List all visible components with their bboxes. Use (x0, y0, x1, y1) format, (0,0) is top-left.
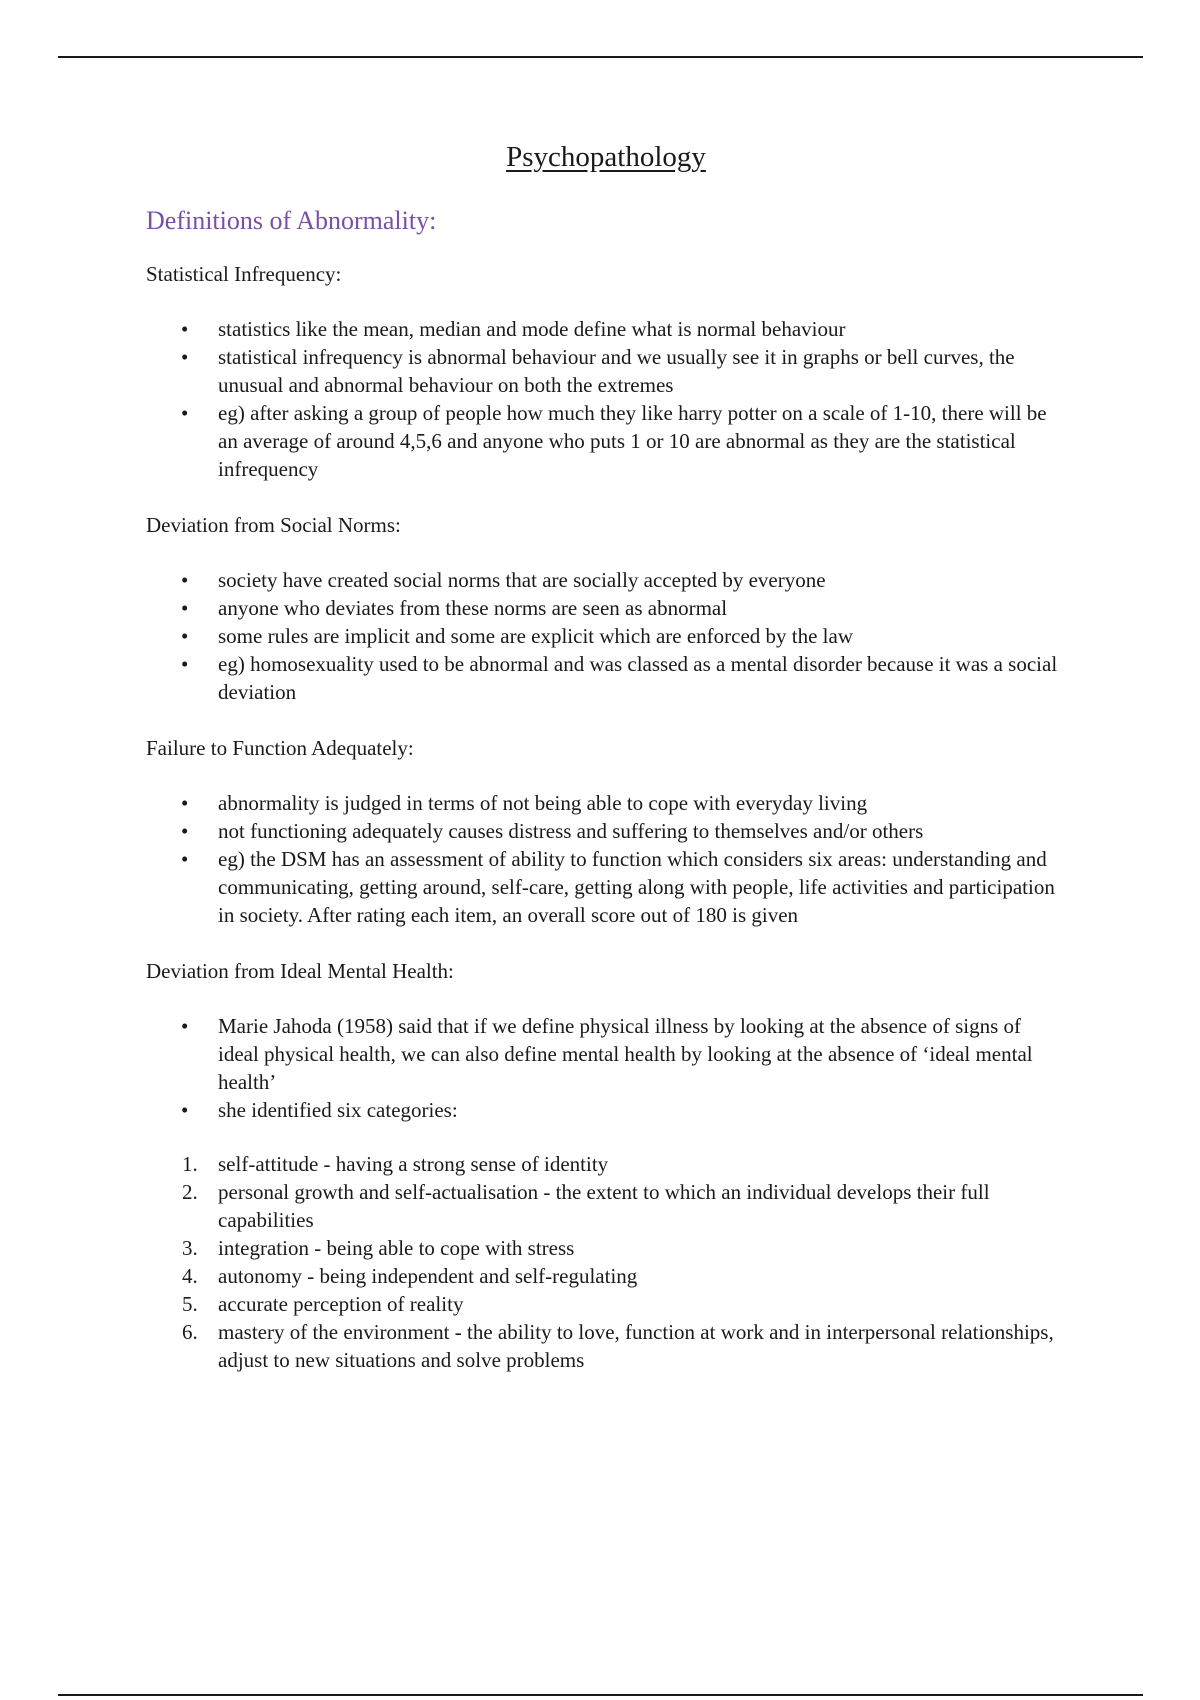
list-item-text: eg) the DSM has an assessment of ability to function which considers six areas: understanding and communicating, getting around, self-care, getting along with people, life activities and participation in society. After rating each item, an overall score out of 180 is given (218, 846, 1055, 927)
section-heading: Definitions of Abnormality: (146, 205, 437, 235)
numbered-item (146, 1262, 1066, 1290)
list-item-text: eg) homosexuality used to be abnormal and was classed as a mental disorder because it was a social deviation (218, 651, 1058, 704)
bullet-list (146, 1012, 1066, 1124)
list-item-text: not functioning adequately causes distress and suffering to themselves and/or others (218, 818, 924, 843)
bullet-icon: • (181, 818, 189, 843)
list-item (146, 622, 1066, 650)
numbered-item (146, 1318, 1066, 1374)
bullet-icon: • (181, 623, 189, 648)
list-item-text: she identified six categories: (218, 1097, 458, 1122)
numbered-item (146, 1290, 1066, 1318)
document-page (146, 140, 1066, 1402)
list-item (146, 594, 1066, 622)
list-item (146, 343, 1066, 399)
subsection-heading: Deviation from Social Norms: (146, 512, 401, 537)
item-number: 5. (182, 1291, 198, 1316)
list-item (146, 566, 1066, 594)
bullet-icon: • (181, 790, 189, 815)
bullet-icon: • (181, 316, 189, 341)
numbered-item-text: accurate perception of reality (218, 1291, 464, 1316)
list-item-text: anyone who deviates from these norms are seen as abnormal (218, 595, 728, 620)
bullet-icon: • (181, 595, 189, 620)
subsection-heading: Failure to Function Adequately: (146, 735, 414, 760)
bullet-list (146, 789, 1066, 929)
subsection-heading: Deviation from Ideal Mental Health: (146, 958, 454, 983)
numbered-item (146, 1150, 1066, 1178)
numbered-item-text: mastery of the environment - the ability to love, function at work and in interpersonal relationships, adjust to new situations and solve problems (218, 1319, 1054, 1372)
bullet-list (146, 566, 1066, 706)
subsection-heading: Statistical Infrequency: (146, 261, 342, 286)
numbered-item-text: integration - being able to cope with stress (218, 1235, 575, 1260)
list-item-text: eg) after asking a group of people how much they like harry potter on a scale of 1-10, there will be an average of around 4,5,6 and anyone who puts 1 or 10 are abnormal as they are the statistical infrequency (218, 400, 1047, 481)
list-item (146, 1012, 1066, 1096)
top-rule (58, 56, 1143, 58)
subsection-failure-to-function (146, 734, 1066, 929)
item-number: 3. (182, 1235, 198, 1260)
numbered-item-text: self-attitude - having a strong sense of identity (218, 1151, 609, 1176)
item-number: 6. (182, 1319, 198, 1344)
bullet-icon: • (181, 651, 189, 676)
bottom-rule (58, 1694, 1143, 1696)
list-item (146, 1096, 1066, 1124)
list-item-text: statistics like the mean, median and mode define what is normal behaviour (218, 316, 846, 341)
item-number: 1. (182, 1151, 198, 1176)
item-number: 4. (182, 1263, 198, 1288)
page-title: Psychopathology (506, 141, 706, 173)
bullet-icon: • (181, 846, 189, 871)
list-item-text: Marie Jahoda (1958) said that if we define physical illness by looking at the absence of signs of ideal physical health, we can also define mental health by looking at the absence of ‘ideal mental health’ (218, 1013, 1033, 1094)
list-item-text: some rules are implicit and some are explicit which are enforced by the law (218, 623, 854, 648)
list-item-text: statistical infrequency is abnormal behaviour and we usually see it in graphs or bell curves, the unusual and abnormal behaviour on both the extremes (218, 344, 1015, 397)
list-item-text: abnormality is judged in terms of not being able to cope with everyday living (218, 790, 868, 815)
list-item (146, 817, 1066, 845)
bullet-icon: • (181, 1013, 189, 1038)
numbered-item (146, 1234, 1066, 1262)
subsection-ideal-mental-health (146, 957, 1066, 1374)
item-number: 2. (182, 1179, 198, 1204)
list-item (146, 315, 1066, 343)
numbered-item-text: personal growth and self-actualisation - the extent to which an individual develops their full capabilities (218, 1179, 990, 1232)
list-item-text: society have created social norms that are socially accepted by everyone (218, 567, 826, 592)
list-item (146, 399, 1066, 483)
numbered-item-text: autonomy - being independent and self-regulating (218, 1263, 638, 1288)
numbered-list (146, 1150, 1066, 1374)
bullet-icon: • (181, 1097, 189, 1122)
list-item (146, 789, 1066, 817)
subsection-social-norms (146, 511, 1066, 706)
bullet-icon: • (181, 344, 189, 369)
bullet-icon: • (181, 400, 189, 425)
subsection-statistical-infrequency (146, 260, 1066, 483)
list-item (146, 845, 1066, 929)
numbered-item (146, 1178, 1066, 1234)
list-item (146, 650, 1066, 706)
bullet-list (146, 315, 1066, 483)
bullet-icon: • (181, 567, 189, 592)
